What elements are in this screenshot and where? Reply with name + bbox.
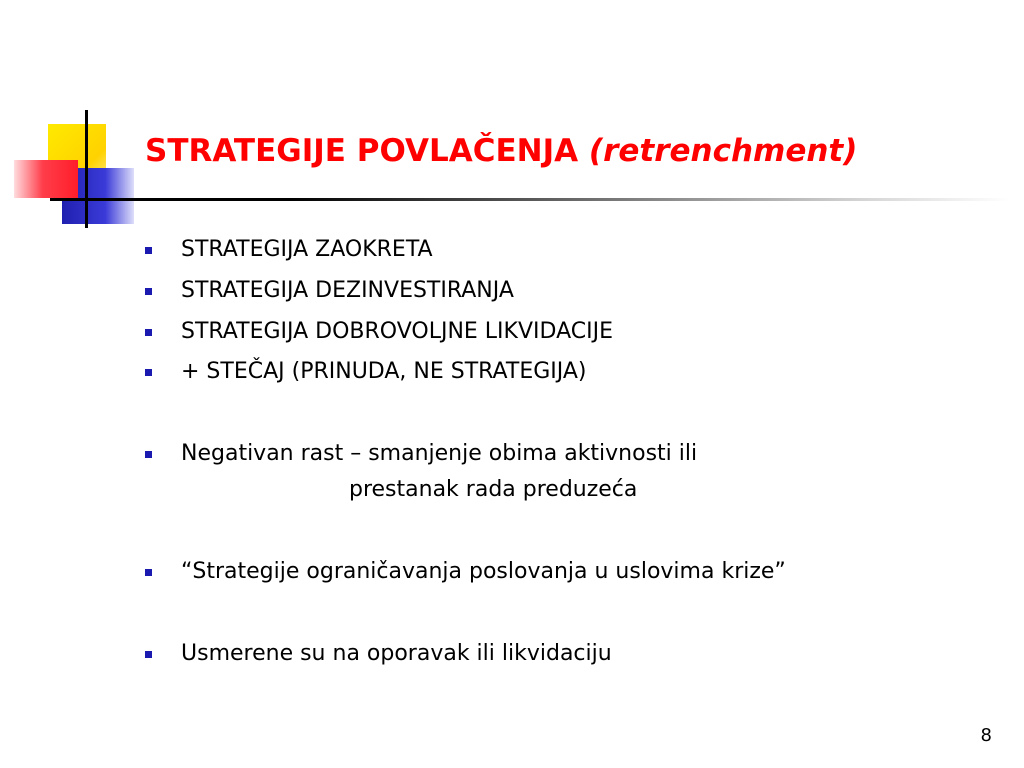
title-underline [50, 198, 1010, 201]
bullet-text: STRATEGIJA DEZINVESTIRANJA [181, 278, 514, 303]
bullet-square-icon [145, 451, 152, 458]
slide-number: 8 [980, 725, 992, 746]
bullet-item [181, 436, 981, 508]
bullet-item [181, 314, 981, 350]
slide-title [145, 133, 1015, 169]
bullet-text: STRATEGIJA DOBROVOLJNE LIKVIDACIJE [181, 319, 613, 344]
bullet-text: “Strategije ograničavanja poslovanja u uslovima krize” [181, 559, 786, 584]
decorative-vertical-line [85, 110, 88, 228]
bullet-square-icon [145, 247, 152, 254]
bullet-item [181, 636, 981, 672]
bullet-item [181, 554, 981, 590]
bullet-text: STRATEGIJA ZAOKRETA [181, 237, 433, 262]
bullet-text: Usmerene su na oporavak ili likvidaciju [181, 641, 612, 666]
bullet-square-icon [145, 329, 152, 336]
bullet-square-icon [145, 369, 152, 376]
bullet-text: + STEČAJ (PRINUDA, NE STRATEGIJA) [181, 359, 587, 384]
title-main: STRATEGIJE POVLAČENJA [145, 133, 579, 169]
bullet-item [181, 232, 981, 268]
bullet-text: Negativan rast – smanjenje obima aktivnosti ili [181, 441, 698, 466]
bullet-item [181, 273, 981, 309]
bullet-item [181, 354, 981, 390]
title-italic: (retrenchment) [588, 133, 858, 169]
bullet-square-icon [145, 569, 152, 576]
bullet-square-icon [145, 651, 152, 658]
bullet-square-icon [145, 288, 152, 295]
bullet-text-continuation: prestanak rada preduzeća [349, 477, 638, 502]
decorative-red-square [14, 160, 78, 198]
